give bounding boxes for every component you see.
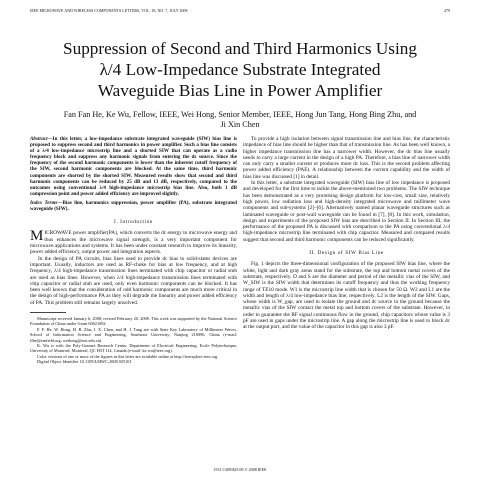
section-heading-siw-design: II. Design of SIW Bias Line	[309, 250, 384, 257]
title-line: Waveguide Bias Line in Power Amplifier	[97, 81, 383, 100]
abstract-text: —In this letter, a low-impedance substrate integrated waveguide (SIW) bias line is proposed to suppress second and third harmonics in power amplifier. Such a bias line consists of a λ/4 low-impedance microstrip line and a shorted SIW that can operate as a radio frequency block and suppress any harmonic signals from entering the dc source. Since the frequency of the second harmonic components is lower than the inherent cutoff frequency of the SIW, second harmonic components are blocked. At the same time, third harmonic components are shorted by the shorted SIW. Measured results show that second and third harmonic components can be reduced by 25 dB and 13 dB, respectively, compared to the outcomes using conventional λ/4 high-impedance microstrip bias line. Also, both 1 dB compression point and power added efficiency are improved slightly.	[30, 136, 237, 197]
intro-paragraph	[30, 230, 237, 255]
title-line: Suppression of Second and Third Harmonics Using	[63, 39, 417, 58]
footnote: Manuscript received January 6, 2008; revised February 20, 2008. This work was supported by the National Science Foundation of China under Grant 60621002.	[30, 315, 237, 327]
abstract	[30, 136, 237, 197]
body-paragraph: To provide a high isolation between signal transmission line and bias line, the characteristic impedance of bias line should be higher than that of transmission line. As has been well known, a higher impedance transmission line has a narrower width. However, the dc bias line usually needs to carry a large current in the design of a high PA. Therefore, a bias line of narrower width can only carry a smaller current or produces more dc loss. This is the second problem affecting power added efficiency (PAE). A relationship between the current capability and the width of bias line was discussed [1] in detail.	[243, 136, 450, 180]
footnote: K. Wu is with the Poly-Grames Research Center, Department of Electrical Engineering, Ecole Polytechnique, University of Montreal, Montreal, QC H3T 1J4, Canada (e-mail: ke.wu@ieee.org).	[30, 343, 237, 354]
footnote-rule	[30, 312, 66, 313]
section-heading-introduction: I. Introduction	[114, 219, 153, 226]
left-column	[30, 136, 237, 365]
title-line: λ/4 Low-Impedance Substrate Integrated	[99, 60, 381, 79]
footnote: Color versions of one or more of the figures in this letter are available online at http://ieeexplore.ieee.org.	[37, 353, 219, 359]
index-terms	[30, 200, 237, 212]
copyright-line: 1531-1309/$25.00 © 2008 IEEE	[213, 467, 267, 472]
index-terms-text: —Bias line, harmonics suppression, power amplifier (PA), substrate integrated waveguide (SIW).	[30, 199, 237, 213]
intro-paragraph-text: ICROWAVE power amplifier(PA), which converts the dc energy to microwave energy and thus enhances the microwave signal strength, is a very important component for microwave applications and systems. It has been under constant research to improve its linearity, power added efficiency, output power and integration aspects.	[30, 230, 237, 256]
index-terms-label: Index Terms	[30, 199, 58, 206]
body-paragraph: Fig. 1 depicts the three-dimensional configuration of the proposed SIW bias line, where the white, light and dark gray areas stand for the substrate, the top and bottom metal covers of the substrate, respectively. D and S are the diameter and period of the metallic vias of the SIW, and W_SIW is the SIW width that determines its cutoff frequency and thus the working frequency range of TE10 mode. W1 is the microstrip line width that is chosen for 50 Ω. W2 and L1 are the width and length of λ/4 low-impedance bias line, respectively. L2 is the length of the SIW. Gaps, whose width is W_gap, are used to isolate the ground and dc source in the ground because the metallic vias of the SIW contact the metal top and bottom covers of the substrate. However, in order to guarantee the RF signal continuous flow in the ground, chip capacitors whose value is 3 pF are used in gaps under the microstrip line. A gap along the microstrip line is used to block dc at the output port, and the value of the capacitor in this gap is also 3 pF.	[243, 261, 450, 331]
author-line: Ji Xin Chen	[220, 120, 260, 129]
right-column	[243, 136, 450, 331]
footnote: Digital Object Identifier 10.1109/LMWC.2008.925101	[37, 359, 132, 365]
drop-cap: M	[30, 228, 44, 245]
body-paragraph: In this letter, a substrate integrated waveguide (SIW) bias line of low impedance is proposed and developed for the first time to tackle the above-mentioned two problems. The SIW technique has been demonstrated as a very promising design platform for low-cost, small size, relatively high power, low radiation loss and high-density integrated microwave and millimeter wave components and sub-systems [2]–[6]. Alternatively named planar waveguide structures such as laminated waveguide or post-wall waveguide can be found in [7], [8]. In this work, simulation, design and experiments of the proposed SIW bias are described in Section II. In Section III, the performance of the proposed PA is discussed with comparison to the PA using conventional λ/4 high-impedance microstrip line terminated with chip capacitor. Measured and compared results suggest that second and third harmonic components can be reduced significantly.	[243, 180, 450, 243]
abstract-label: Abstract	[30, 136, 48, 142]
running-header: IEEE MICROWAVE AND WIRELESS COMPONENTS LETTERS, VOL. 18, NO. 7, JULY 2008	[30, 9, 188, 13]
intro-paragraph: In the design of PA circuits, bias lines used to provide dc bias to solid-states devices are important. Usually, inductors are used as RF-choke for bias at low frequency, and at high frequency, λ/4 high-impedance transmission lines terminated with chip capacitor or radial stub are used as bias lines. However, when λ/4 high-impedance transmission lines terminated with chip capacitor or radial stub are used, only even harmonic components can be blocked. It has been well known that the consideration of odd harmonic components are much more critical in the design of high-performance PA as they will degrade the linearity and power added efficiency of PA. This problem still remains largely unsolved.	[30, 255, 237, 306]
footnote: F. F. He, W. Hong, H. B. Zhu, J. X. Chen, and H. J. Tang are with State Key Laboratory of Millimeter Waves, School of Information Science and Engineering, Southeast University, Nanjing 210096, China (e-mail: ffhe@emfield.org; weihong@seu.edu.cn).	[30, 326, 237, 343]
author-list	[40, 110, 440, 130]
page-number: 479	[444, 9, 450, 13]
author-line: Fan Fan He, Ke Wu, Fellow, IEEE, Wei Hong, Senior Member, IEEE, Hong Jun Tang, Hong Bing Zhu, and	[63, 110, 417, 119]
paper-title	[40, 38, 440, 101]
